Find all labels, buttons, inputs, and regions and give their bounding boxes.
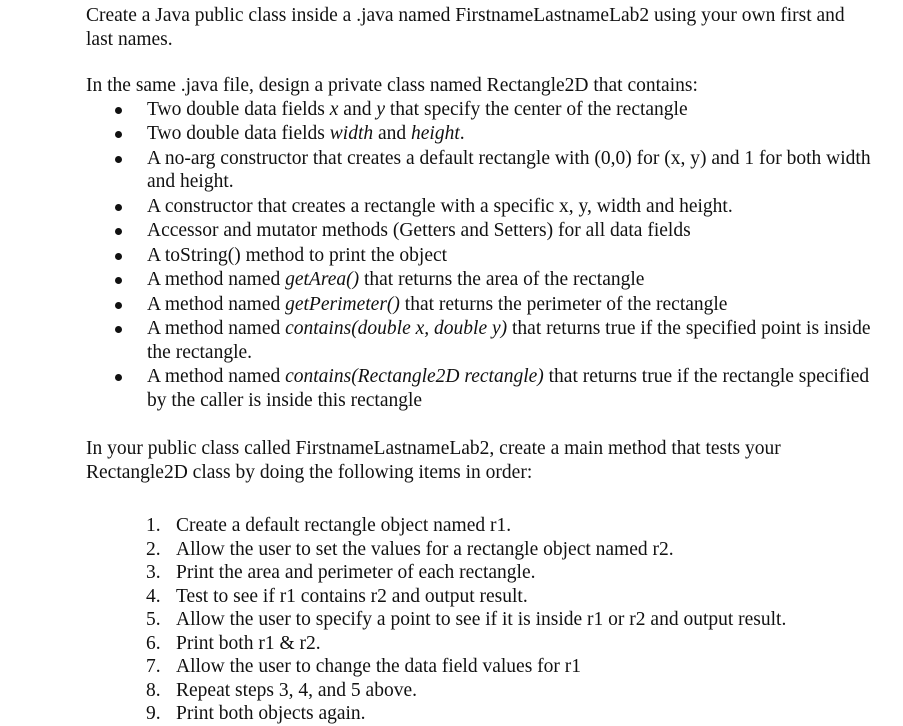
step-number: 8. [146, 679, 161, 701]
step-number: 7. [146, 656, 161, 677]
bullet-item [86, 317, 876, 364]
bullet-text: Accessor and mutator methods (Getters and Setters) for all data fields [147, 220, 691, 241]
step-item [86, 538, 876, 562]
step-number: 9. [146, 703, 161, 724]
bullet-dot-icon [115, 204, 122, 211]
step-item [86, 561, 876, 585]
bullet-item [86, 293, 876, 317]
bullet-item [86, 268, 876, 292]
design-heading: In the same .java file, design a private class named Rectangle2D that contains: [86, 75, 698, 96]
step-number: 1. [146, 515, 161, 536]
step-text: Print both r1 & r2. [176, 632, 321, 654]
bullet-text: Two double data fields [147, 123, 330, 144]
bullet-text: A method named [147, 366, 286, 387]
bullet-text: that specify the center of the rectangle [384, 98, 688, 120]
step-item [86, 608, 876, 632]
bullet-dot-icon [115, 253, 122, 260]
requirements-bullet-list [86, 98, 876, 413]
step-text: Create a default rectangle object named r1. [176, 515, 512, 536]
bullet-item [86, 122, 876, 146]
step-item [86, 514, 876, 538]
bullet-dot-icon [115, 277, 122, 284]
step-text: Print both objects again. [176, 703, 366, 724]
bullet-text: A toString() method to print the object [147, 244, 448, 266]
step-text: Repeat steps 3, 4, and 5 above. [176, 679, 417, 701]
bullet-item [86, 98, 876, 122]
document-body [86, 4, 876, 726]
bullet-text: . [459, 123, 465, 144]
intro-paragraph: Create a Java public class inside a .java named FirstnameLastnameLab2 using your own first and last names. [86, 5, 845, 50]
bullet-text: A method named [147, 269, 286, 290]
bullet-italic-text: height [411, 123, 460, 144]
step-number: 2. [146, 538, 161, 560]
step-item [86, 655, 876, 679]
bullet-dot-icon [115, 156, 122, 163]
bullet-text: that returns the area of the rectangle [359, 269, 645, 290]
bullet-text: and [338, 98, 377, 120]
bullet-text: Two double data fields [147, 98, 330, 120]
step-item [86, 679, 876, 703]
bullet-text: that returns the perimeter of the rectangle [399, 293, 728, 315]
bullet-dot-icon [115, 107, 122, 114]
bullet-italic-text: x [329, 98, 339, 120]
bullet-text: A constructor that creates a rectangle with a specific x, y, width and height. [147, 195, 733, 217]
bullet-italic-text: getArea() [285, 269, 360, 290]
bullet-dot-icon [115, 302, 122, 309]
bullet-italic-text: y [376, 98, 385, 120]
bullet-dot-icon [115, 131, 122, 138]
bullet-italic-text: contains(double x, double y) [285, 318, 508, 339]
step-text: Allow the user to specify a point to see if it is inside r1 or r2 and output result. [176, 609, 787, 630]
bullet-italic-text: contains(Rectangle2D rectangle) [285, 366, 544, 387]
bullet-text: A no-arg constructor that creates a default rectangle with (0,0) for (x, y) and 1 for both width and height. [147, 147, 871, 192]
step-number: 3. [146, 562, 161, 583]
bullet-dot-icon [115, 374, 122, 381]
bullet-text: and [373, 123, 412, 144]
bullet-item [86, 219, 876, 243]
step-text: Allow the user to set the values for a rectangle object named r2. [176, 538, 674, 560]
bullet-text: A method named [147, 318, 286, 339]
bullet-text: A method named [147, 293, 286, 315]
bullet-text: that returns true if the rectangle specified by the caller is inside this rectangle [147, 366, 870, 411]
step-text: Test to see if r1 contains r2 and output result. [176, 585, 528, 607]
main-heading: In your public class called FirstnameLastnameLab2, create a main method that tests your Rectangle2D class by doing the following items in order: [86, 438, 781, 483]
step-item [86, 632, 876, 656]
step-number: 6. [146, 632, 161, 654]
step-number: 4. [146, 585, 161, 607]
step-item [86, 585, 876, 609]
main-steps-list [86, 514, 876, 726]
step-number: 5. [146, 609, 161, 630]
bullet-item [86, 195, 876, 219]
step-text: Allow the user to change the data field values for r1 [176, 656, 582, 677]
step-text: Print the area and perimeter of each rectangle. [176, 562, 536, 583]
bullet-text: that returns true if the specified point is inside the rectangle. [147, 318, 871, 363]
bullet-italic-text: width [329, 123, 374, 144]
bullet-dot-icon [115, 326, 122, 333]
bullet-item [86, 365, 876, 412]
bullet-italic-text: getPerimeter() [285, 293, 400, 315]
bullet-item [86, 244, 876, 268]
bullet-item [86, 147, 876, 194]
bullet-dot-icon [115, 228, 122, 235]
